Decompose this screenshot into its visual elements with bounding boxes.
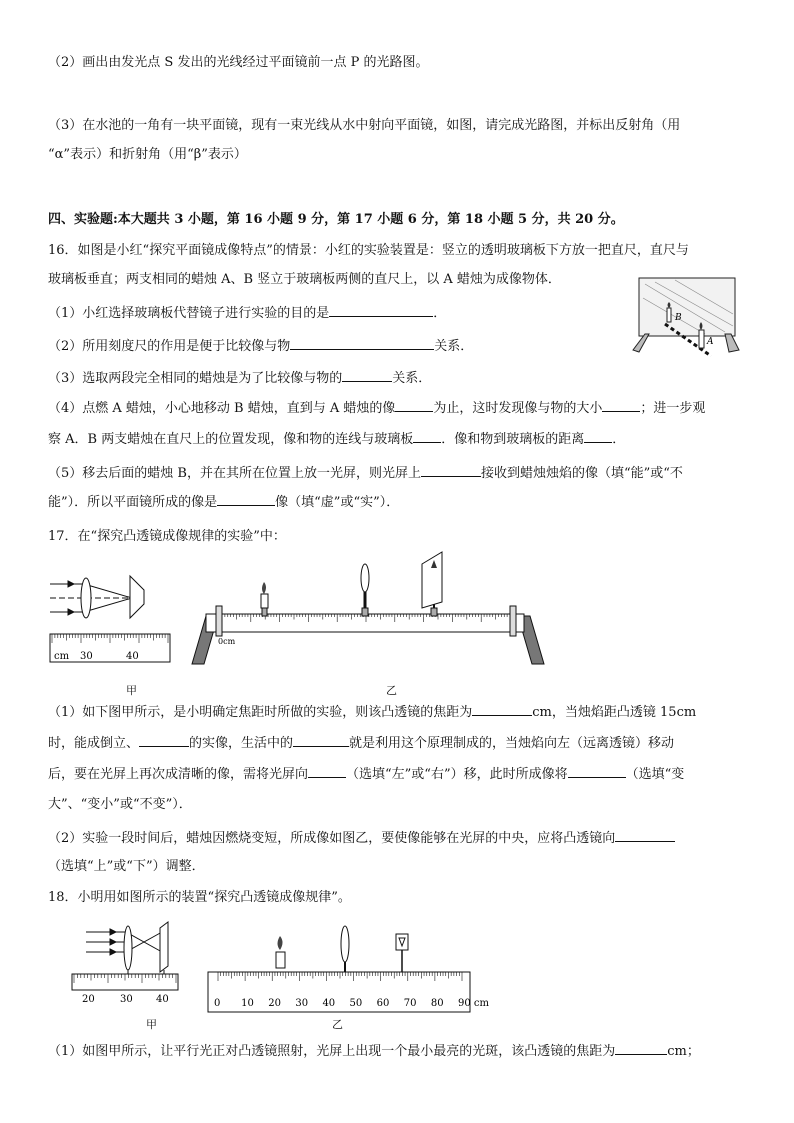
q17-sub2-line2: （选填“上”或“下”）调整． [48,859,205,874]
q16-sub1: （1）小红选择玻璃板代替镜子进行实验的目的是 ． [48,306,447,321]
q17-sub2-line1: （2）实验一段时间后，蜡烛因燃烧变短，所成像如图乙，要使像能够在光屏的中央，应将凸透镜向 [48,829,675,848]
q16-sub5-line1: （5）移去后面的蜡烛 B，并在其所在位置上放一光屏，则光屏上 接收到蜡烛烛焰的像（填“能”或“不 [48,466,683,481]
q18-sub1: （1）如图甲所示，让平行光正对凸透镜照射，光屏上出现一个最小最亮的光斑，该凸透镜的焦距为 cm； [48,1044,700,1059]
q17-sub1-line4: 大”、“变小”或“不变”）． [48,797,192,812]
lens [361,564,369,592]
q15-part3-line2: “α”表示）和折射角（用“β”表示） [48,147,247,162]
q17-sub1-line2: 时，能成倒立、 的实像，生活中的 就是利用这个原理制成的，当烛焰向左（远离透镜）移动 [48,736,675,751]
q17-caption-jia: 甲 [126,684,137,697]
tick-label: 50 [349,998,363,1009]
q16-mirror-figure [625,274,743,358]
q18-figure-jia [70,922,180,1014]
answer-blank[interactable] [139,734,189,747]
tick-label: 10 [241,998,254,1009]
q15-part3-line1: （3）在水池的一角有一块平面镜，现有一束光线从水中射向平面镜，如图，请完成光路图，并标出反射角（用 [48,118,681,133]
q18-intro: 18．小明用如图所示的装置“探究凸透镜成像规律”。 [48,890,351,905]
tick-label: 0 [214,998,221,1009]
q16-sub5-line2: 能”）．所以平面镜所成的像是 像（填“虚”或“实”）． [48,495,400,510]
answer-blank[interactable] [395,399,433,412]
answer-blank[interactable] [293,734,349,747]
answer-blank[interactable] [413,430,441,443]
q16-intro-line1: 16．如图是小红“探究平面镜成像特点”的情景：小红的实验装置是：竖立的透明玻璃板下方放一把直尺，直尺与 [48,243,689,258]
answer-blank[interactable] [290,337,434,350]
q17-figure-yi [188,550,546,666]
q16-sub4-line2: 察 A．B 两支蜡烛在直尺上的位置发现，像和物的连线与玻璃板 ．像和物到玻璃板的距离 ． [48,432,626,447]
candle-flame-icon [278,936,283,950]
q15-part2: （2）画出由发光点 S 发出的光线经过平面镜前一点 P 的光路图。 [48,55,429,70]
candle-flame-icon [262,582,266,594]
tick-label: 80 [430,998,444,1009]
zero-label: 0cm [218,637,236,646]
section-title: 四、实验题:本大题共 3 小题，第 16 小题 9 分，第 17 小题 6 分，第 18 小题 5 分，共 20 分。 [48,212,624,227]
answer-blank[interactable] [342,369,392,382]
screen [422,552,442,608]
tick-label: 20 [82,994,95,1005]
q18-caption-yi: 乙 [332,1018,343,1031]
answer-blank[interactable] [329,304,433,317]
right-stand [725,334,739,352]
answer-blank[interactable] [568,765,626,778]
answer-blank[interactable] [217,493,275,506]
q18-figure-yi [204,922,489,1014]
tick-label: 40 [126,651,139,662]
screen [396,934,408,950]
tick-label: 70 [403,998,417,1009]
q16-sub3: （3）选取两段完全相同的蜡烛是为了比较像与物的 关系． [48,371,432,386]
answer-blank[interactable] [602,399,640,412]
q18-caption-jia: 甲 [146,1018,157,1031]
q16-sub2: （2）所用刻度尺的作用是便于比较像与物 关系． [48,339,474,354]
tick-label: 20 [268,998,281,1009]
q17-caption-yi: 乙 [386,684,397,697]
answer-blank[interactable] [308,765,346,778]
candle [261,594,268,608]
lens [341,926,349,962]
convex-lens [81,578,91,618]
q17-figure-jia [48,570,172,664]
light-screen [130,576,144,618]
candle-a [699,330,704,348]
tick-label: 30 [80,651,93,662]
left-stand [633,334,649,352]
q16-intro-line2: 玻璃板垂直；两支相同的蜡烛 A、B 竖立于玻璃板两侧的直尺上，以 A 蜡烛为成像物体． [48,272,561,287]
tick-label: 30 [120,994,133,1005]
candle [276,952,285,968]
candle-b [667,308,671,322]
tick-label: 90 cm [458,998,489,1009]
label-b: B [675,313,682,323]
answer-blank[interactable] [615,829,675,842]
light-screen [160,922,168,972]
q16-sub4-line1: （4）点燃 A 蜡烛，小心地移动 B 蜡烛，直到与 A 蜡烛的像 为止，这时发现像与物的大小 ；进一步观 [48,401,706,416]
tick-label: 60 [376,998,390,1009]
answer-blank[interactable] [421,464,481,477]
tick-label: 30 [295,998,309,1009]
answer-blank[interactable] [615,1042,667,1055]
tick-label: 40 [322,998,336,1009]
label-a: A [707,337,714,347]
answer-blank[interactable] [472,703,532,716]
answer-blank[interactable] [584,430,612,443]
q17-sub1-line1: （1）如下图甲所示，是小明确定焦距时所做的实验，则该凸透镜的焦距为 cm，当烛焰距凸透镜 15cm [48,705,697,720]
q17-intro: 17．在“探究凸透镜成像规律的实验”中： [48,529,286,544]
tick-label: 40 [156,994,169,1005]
q17-sub1-line3: 后，要在光屏上再次成清晰的像，需将光屏向 （选填“左”或“右”）移，此时所成像将 （选填“变 [48,767,685,782]
ruler-unit: cm [54,651,70,662]
convex-lens [124,926,132,970]
